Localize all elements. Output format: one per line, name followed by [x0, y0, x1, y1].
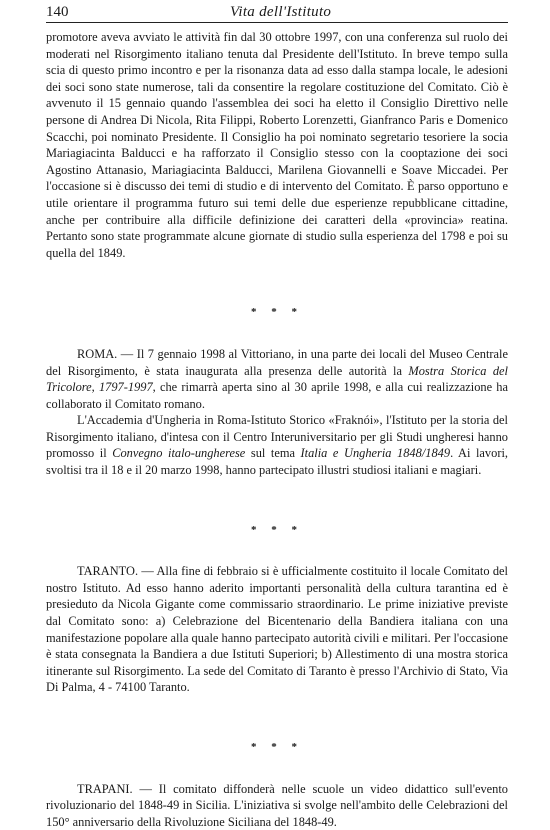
page-number: 140 — [46, 4, 69, 20]
running-title: Vita dell'Istituto — [230, 4, 332, 20]
rieti-paragraph: promotore aveva avviato le attività fin dal 30 ottobre 1997, con una conferenza sul ruolo dei moderati nel Risorgimento italiano tenuta dal Presidente dell'Istituto. In breve tempo sulla scia di questo primo incontro e per la risonanza data ad esso dalla stampa locale, le adesioni dei soci sono state numerose, tali da consentire la regolare costituzione del Comitato. Ciò è avvenuto il 15 gennaio quando l'assemblea dei soci ha eletto il Consiglio Direttivo nelle persone di Andrea Di Nicola, Rita Filippi, Roberto Lorenzetti, Gianfranco Paris e Domenico Scacchi, poi nominato Presidente. Il Consiglio ha poi nominato segretario tesoriere la socia Mariagiacinta Balducci e ha rafforzato il Consiglio stesso con la cooptazione dei soci Agostino Attanasio, Mariagiacinta Balducci, Marilena Giovannelli e Soave Miccadei. Per l'occasione si è discusso dei temi di studio e di intervento del Comitato. È parso opportuno e utile orientare il programma futuro sui temi delle due esperienze repubblicane cittadine, anche per contribuire alla difficile definizione dei caratteri della «provincia» reatina. Pertanto sono state programmate alcune giornate di studio sulla esperienza del 1798 e poi su quella del 1849. — [46, 30, 508, 260]
section-separator: * * * — [251, 306, 303, 319]
trapani-paragraph: TRAPANI. — Il comitato diffonderà nelle scuole un video didattico sull'evento rivoluzionario del 1848-49 in Sicilia. L'iniziativa si svolge nell'ambito delle Celebrazioni del 150° anniversario della Rivoluzione Siciliana del 1848-49. — [46, 781, 508, 829]
section-separator: * * * — [251, 741, 303, 753]
roma-paragraph-2: L'Accademia d'Ungheria in Roma-Istituto Storico «Fraknói», l'Istituto per la storia del Risorgimento italiano, d'intesa con il Centro Interuniversitario per gli Studi ungheresi hanno promosso il Convegno italo-ungherese sul tema Italia e Ungheria 1848/1849. Ai lavori, svoltisi tra il 18 e il 20 marzo 1998, hanno partecipato illustri studiosi italiani e magiari. — [46, 413, 508, 478]
page-body — [46, 29, 508, 830]
taranto-paragraph: TARANTO. — Alla fine di febbraio si è ufficialmente costituito il locale Comitato del nostro Istituto. Ad esso hanno aderito importanti personalità della cultura tarantina ed è presieduto da Nicola Gigante come commissario straordinario. Le prime iniziative previste dal Comitato sono: a) Celebrazione del Bicentenario della Bandiera italiana con una manifestazione popolare alla quale hanno partecipato autorità civili e militari. Per l'occasione è stata consegnata la Bandiera a due Istituti Superiori; b) Allestimento di una mostra storica itinerante sul Risorgimento. La sede del Comitato di Taranto è presso l'Archivio di Stato, Via Di Palma, 4 - 74100 Taranto. — [46, 564, 508, 695]
page-header — [46, 2, 508, 24]
convegno-title: Convegno italo-ungherese — [112, 446, 246, 461]
header-rule — [46, 22, 508, 23]
roma-paragraph-1: ROMA. — Il 7 gennaio 1998 al Vittoriano, in una parte dei locali del Museo Centrale del Risorgimento, è stata inaugurata alla presenza delle autorità la Mostra Storica del Tricolore, 1797-1997, che rimarrà aperta sino al 30 aprile 1998, e alla cui realizzazione ha collaborato il Comitato romano. — [46, 346, 508, 411]
convegno-theme: Italia e Ungheria 1848/1849 — [300, 446, 451, 461]
section-separator: * * * — [251, 523, 303, 536]
exhibition-title: Mostra Storica del Tricolore, 1797-1997 — [46, 363, 508, 395]
